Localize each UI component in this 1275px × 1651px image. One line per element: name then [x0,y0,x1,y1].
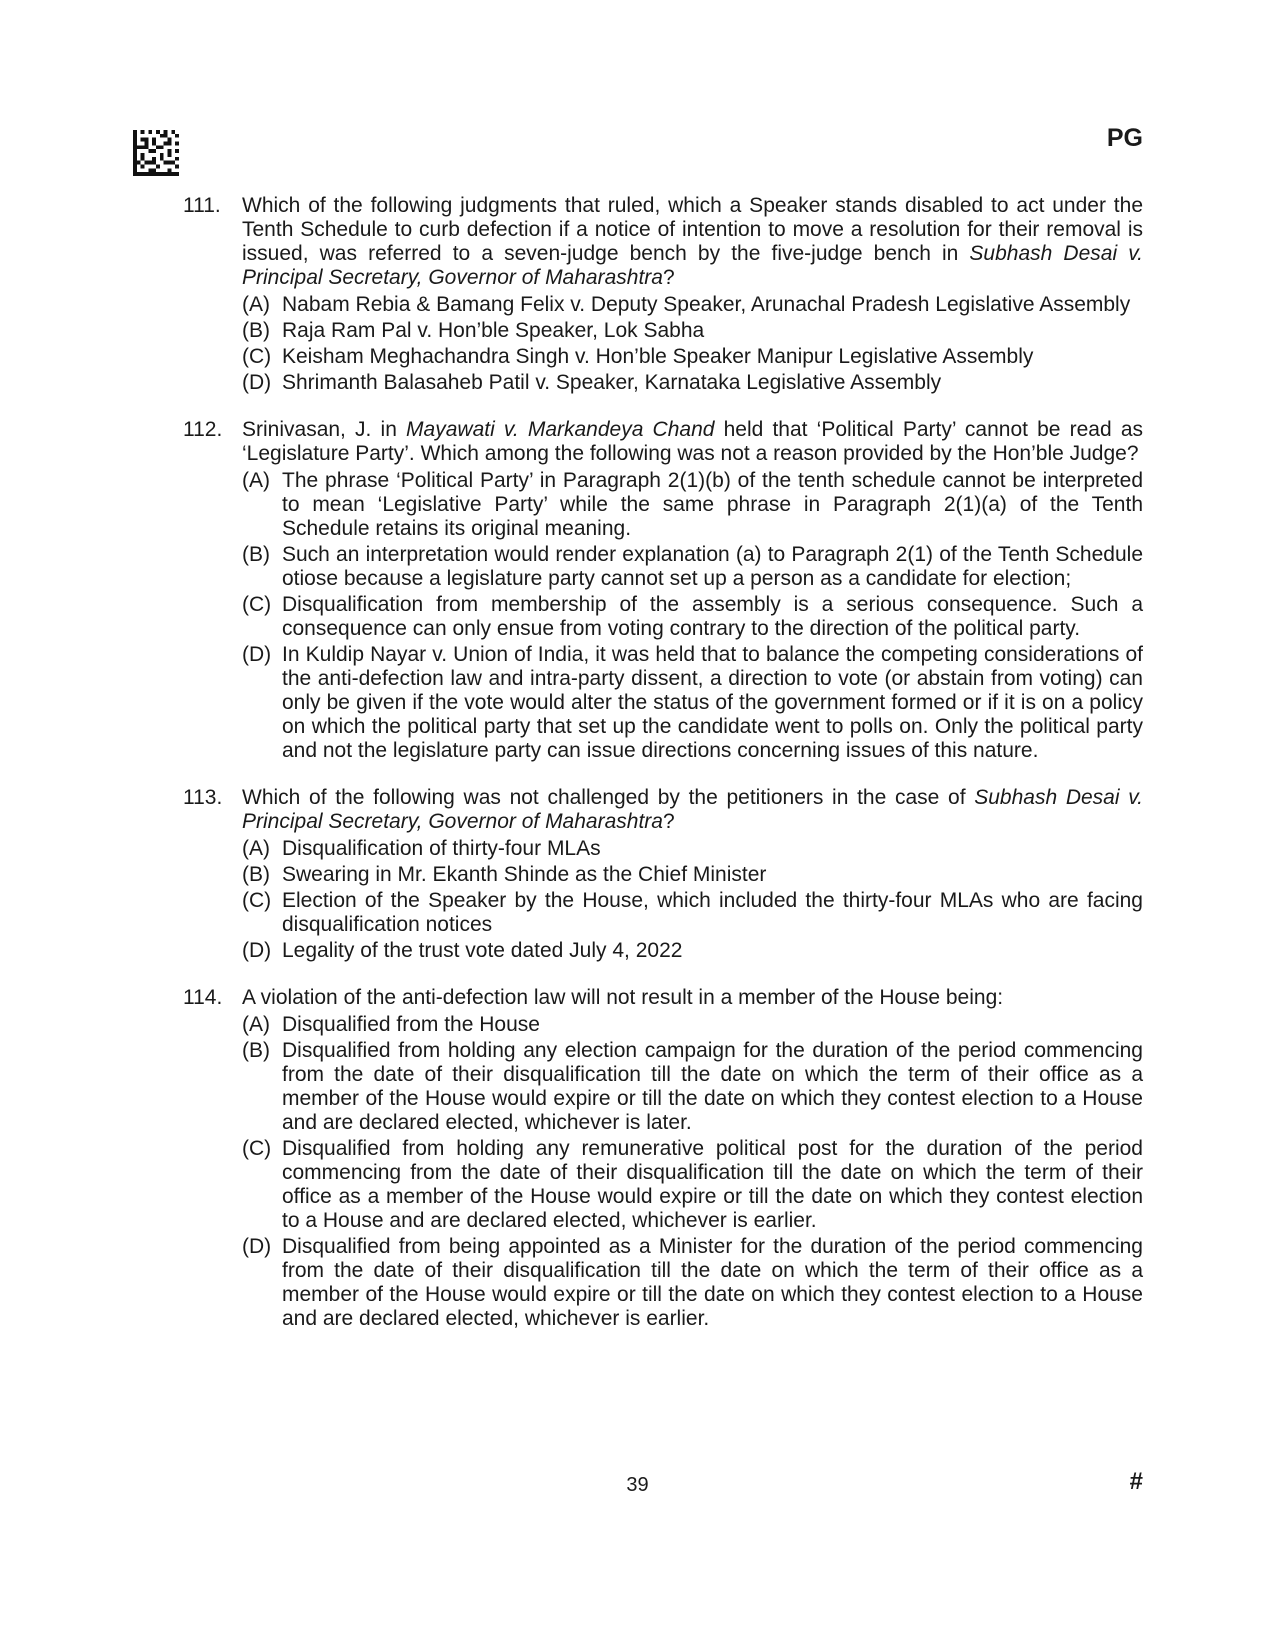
option-label: (C) [242,345,272,368]
option-label: (D) [242,939,272,962]
question-text-part: A violation of the anti-defection law will not result in a member of the House being: [242,986,1004,1009]
option-d [242,643,1143,763]
option-label: (C) [242,889,272,912]
question-text [242,418,1143,466]
option-text: Legality of the trust vote dated July 4, 2022 [282,939,683,962]
option-text: Disqualified from holding any remunerative political post for the duration of the period commencing from the date of their disqualification till the date on which the term of their office as a member of the House would expire or till the date on which they contest election to a House and are declared elected, whichever is earlier. [282,1137,1143,1232]
page-number: 39 [626,1474,649,1496]
question-text-part: Srinivasan, J. in [242,418,407,441]
question-111 [183,194,1143,395]
option-text: Election of the Speaker by the House, which included the thirty-four MLAs who are facing disqualification notices [282,889,1143,936]
option-label: (B) [242,319,270,342]
option-label: (A) [242,293,270,316]
option-label: (B) [242,543,270,566]
option-label: (B) [242,863,270,886]
option-label: (A) [242,837,270,860]
option-list [242,1013,1143,1331]
option-d [242,371,1143,395]
option-d [242,1235,1143,1331]
option-text: Disqualified from holding any election campaign for the duration of the period commencing from the date of their disqualification till the date on which the term of their office as a member of the House would expire or till the date on which they contest election to a House and are declared elected, whichever is later. [282,1039,1143,1134]
option-text: Shrimanth Balasaheb Patil v. Speaker, Karnataka Legislative Assembly [282,371,942,394]
option-c [242,593,1143,641]
question-body [242,194,1143,395]
option-label: (D) [242,1235,272,1258]
option-label: (C) [242,1137,272,1160]
question-113 [183,786,1143,963]
option-label: (D) [242,371,272,394]
option-label: (D) [242,643,272,666]
question-112 [183,418,1143,763]
question-text-part: ? [662,266,675,289]
question-text-part: held that ‘Political Party’ cannot be read as ‘Legislature Party’. Which among the following was not a reason provided by the Hon’ble Judge? [242,418,1144,465]
option-d [242,939,1143,963]
question-list [183,194,1143,1354]
question-text [242,986,1143,1010]
option-list [242,837,1143,963]
option-text: Keisham Meghachandra Singh v. Hon’ble Speaker Manipur Legislative Assembly [282,345,1034,368]
option-label: (A) [242,469,270,492]
option-c [242,345,1143,369]
option-text: Swearing in Mr. Ekanth Shinde as the Chief Minister [282,863,767,886]
option-b [242,863,1143,887]
option-text: Disqualified from being appointed as a Minister for the duration of the period commencing from the date of their disqualification till the date on which the term of their office as a member of the House would expire or till the date on which they contest election to a House and are declared elected, whichever is earlier. [282,1235,1143,1330]
option-a [242,469,1143,541]
footer-mark: # [1129,1468,1143,1495]
option-c [242,1137,1143,1233]
option-b [242,319,1143,343]
option-text: Disqualification of thirty-four MLAs [282,837,601,860]
question-number: 114. [183,986,223,1009]
question-body [242,986,1143,1331]
option-c [242,889,1143,937]
option-label: (B) [242,1039,270,1062]
option-text: The phrase ‘Political Party’ in Paragraph 2(1)(b) of the tenth schedule cannot be interpreted to mean ‘Legislative Party’ while the same phrase in Paragraph 2(1)(a) of the Tenth Schedule retains its original meaning. [282,469,1143,540]
question-number: 113. [183,786,223,809]
option-text: Nabam Rebia & Bamang Felix v. Deputy Speaker, Arunachal Pradesh Legislative Assembly [282,293,1131,316]
option-list [242,469,1143,763]
option-text: Disqualified from the House [282,1013,540,1036]
option-text: Raja Ram Pal v. Hon’ble Speaker, Lok Sabha [282,319,705,342]
qr-code-icon [133,130,179,176]
option-a [242,837,1143,861]
question-number: 112. [183,418,223,441]
option-a [242,1013,1143,1037]
question-114 [183,986,1143,1331]
question-text-part: Which of the following judgments that ruled, which a Speaker stands disabled to act under the Tenth Schedule to curb defection if a notice of intention to move a resolution for their removal is issued, was referred to a seven-judge bench by the five-judge bench in [242,194,1143,265]
option-label: (A) [242,1013,270,1036]
question-text [242,194,1143,290]
option-text: In Kuldip Nayar v. Union of India, it was held that to balance the competing considerations of the anti-defection law and intra-party dissent, a direction to vote (or abstain from voting) can only be given if the vote would alter the status of the government formed or if it is on a policy on which the political party that set up the candidate went to polls on. Only the political party and not the legislature party can issue directions concerning issues of this nature. [282,643,1143,762]
case-name: Mayawati v. Markandeya Chand [406,418,715,441]
case-name: Subhash Desai v. Principal Secretary, Governor of Maharashtra [242,786,1143,833]
option-text: Such an interpretation would render explanation (a) to Paragraph 2(1) of the Tenth Schedule otiose because a legislature party cannot set up a person as a candidate for election; [282,543,1143,590]
option-b [242,543,1143,591]
option-text: Disqualification from membership of the assembly is a serious consequence. Such a consequence can only ensue from voting contrary to the direction of the political party. [282,593,1143,640]
option-label: (C) [242,593,272,616]
paper-code: PG [1106,124,1143,152]
question-body [242,786,1143,963]
question-text-part: ? [662,810,675,833]
option-b [242,1039,1143,1135]
question-text [242,786,1143,834]
option-list [242,293,1143,395]
option-a [242,293,1143,317]
question-number: 111. [183,194,221,217]
question-body [242,418,1143,763]
question-text-part: Which of the following was not challenged by the petitioners in the case of [242,786,975,809]
case-name: Subhash Desai v. Principal Secretary, Governor of Maharashtra [242,242,1143,289]
